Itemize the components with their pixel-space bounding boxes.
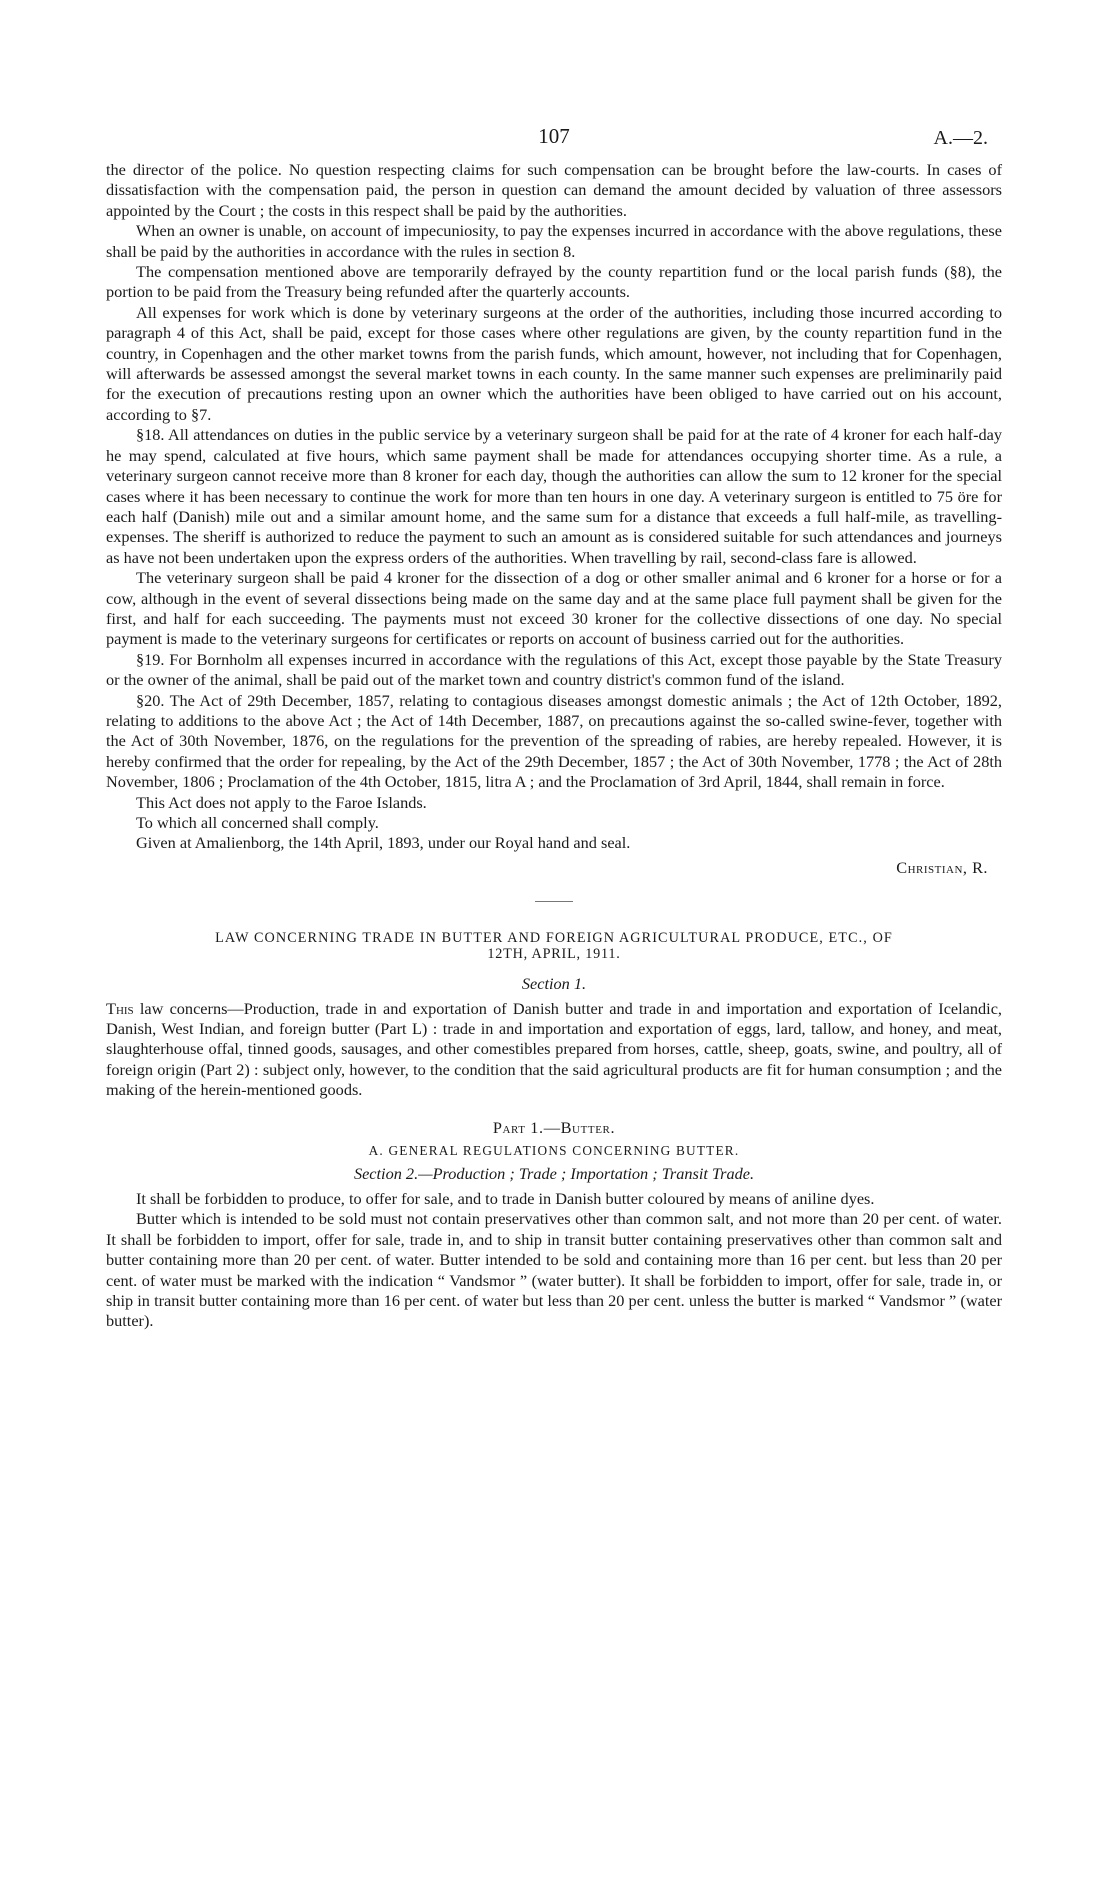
law-title-line-1: LAW CONCERNING TRADE IN BUTTER AND FOREIGN AGRICULTURAL PRODUCE, ETC., OF bbox=[215, 930, 893, 947]
document-page bbox=[106, 118, 1002, 1332]
page-number: 107 bbox=[538, 124, 570, 148]
page-header bbox=[106, 118, 1002, 160]
part-1-heading: Part 1.—Butter. bbox=[492, 1117, 616, 1137]
paragraph-section-19: §19. For Bornholm all expenses incurred in accordance with the regulations of this Act, except those payable by the State Treasury or the owner of the animal, shall be paid out of the market town and country district's common fund of the island. bbox=[106, 649, 1002, 690]
royal-signature: Christian, R. bbox=[896, 857, 988, 877]
section-1-lead-word: This bbox=[106, 998, 134, 1018]
section-1-text: law concerns—Production, trade in and exportation of Danish butter and trade in and importation and exportation of Icelandic, Danish, West Indian, and foreign butter (Part L) : trade in and importation and exportation of eggs, lard, tallow, and honey, and meat, slaughterhouse offal, tinned goods, sausages, and other comestibles prepared from horses, cattle, sheep, goats, swine, and poultry, all of foreign origin (Part 2) : subject only, however, to the condition that the said agricultural products are fit for human consumption ; and the making of the herein-mentioned goods. bbox=[106, 998, 1002, 1100]
law-title-line-2: 12TH, APRIL, 1911. bbox=[487, 946, 621, 963]
paragraph-compensation-funds: The compensation mentioned above are temporarily defrayed by the county repartition fund or the local parish funds (§8), the portion to be paid from the Treasury being refunded after the quarterly accounts. bbox=[106, 262, 1002, 302]
paragraph-veterinary-expenses: All expenses for work which is done by veterinary surgeons at the order of the authorities, including those incurred according to paragraph 4 of this Act, shall be paid, except for those cases where other regulations are given, by the county repartition fund in the country, in Copenhagen and the other market towns from the parish funds, which amount, however, not including that for Copenhagen, will afterwards be assessed amongst the several market towns in each county. In the same manner such expenses are preliminarily paid for the execution of precautions resting upon an owner which the authorities have been obliged to have carried out on his account, according to §7. bbox=[106, 302, 1002, 424]
general-regulations-heading: A. GENERAL REGULATIONS CONCERNING BUTTER. bbox=[368, 1143, 740, 1159]
section-1-heading: Section 1. bbox=[521, 974, 587, 994]
paragraph-section-18: §18. All attendances on duties in the public service by a veterinary surgeon shall be paid for at the rate of 4 kroner for each half-day he may spend, calculated at five hours, which same payment shall be made for attendances occupying shorter time. As a rule, a veterinary surgeon cannot receive more than 8 kroner for each day, though the authorities can allow the sum to 12 kroner for the special cases where it has been necessary to continue the work for more than ten hours in one day. A veterinary surgeon is entitled to 75 öre for each half (Danish) mile out and a similar amount home, and the same sum for a distance that exceeds a full half-mile, as travelling-expenses. The sheriff is authorized to reduce the payment to such an amount as is considered suitable for such attendances and journeys as have not been undertaken upon the express orders of the authorities. When travelling by rail, second-class fare is allowed. bbox=[106, 425, 1002, 567]
paragraph-section-1 bbox=[106, 999, 1002, 1101]
section-2-heading: Section 2.—Production ; Trade ; Importation ; Transit Trade. bbox=[353, 1164, 755, 1184]
paragraph-faroe-islands: This Act does not apply to the Faroe Islands. bbox=[136, 792, 427, 812]
document-reference: A.—2. bbox=[933, 127, 988, 149]
law-title bbox=[106, 930, 1002, 962]
paragraph-comply: To which all concerned shall comply. bbox=[136, 813, 379, 832]
paragraph-preservatives: Butter which is intended to be sold must not contain preservatives other than common salt, and not more than 20 per cent. of water. It shall be forbidden to import, offer for sale, trade in, and to ship in transit butter containing preservatives other than common salt and butter containing more than 20 per cent. of water. Butter intended to be sold and containing more than 16 per cent. but less than 20 per cent. of water must be marked with the indication “ Vandsmor ” (water butter). It shall be forbidden to import, offer for sale, trade in, or ship in transit butter containing more than 16 per cent. of water but less than 20 per cent. unless the butter is marked “ Vandsmor ” (water butter). bbox=[106, 1209, 1002, 1331]
paragraph-continued: the director of the police. No question respecting claims for such compensation can be brought before the law-courts. In cases of dissatisfaction with the compensation paid, the person in question can demand the amount decided by valuation of three assessors appointed by the Court ; the costs in this respect shall be paid by the authorities. bbox=[106, 160, 1002, 220]
paragraph-section-20: §20. The Act of 29th December, 1857, relating to contagious diseases amongst domestic animals ; the Act of 12th October, 1892, relating to additions to the above Act ; the Act of 14th December, 1887, on precautions against the so-called swine-fever, together with the Act of 30th November, 1876, on the regulations for the prevention of the spreading of rabies, are hereby repealed. However, it is hereby confirmed that the order for repealing, by the Act of the 29th December, 1857 ; the Act of 30th November, 1778 ; the Act of 28th November, 1806 ; Proclamation of the 4th October, 1815, litra A ; and the Proclamation of 3rd April, 1844, shall remain in force. bbox=[106, 690, 1002, 792]
paragraph-given-at: Given at Amalienborg, the 14th April, 1893, under our Royal hand and seal. bbox=[136, 833, 631, 853]
section-divider bbox=[535, 901, 573, 902]
paragraph-dissection-payment: The veterinary surgeon shall be paid 4 kroner for the dissection of a dog or other smaller animal and 6 kroner for a horse or for a cow, although in the event of several dissections being made on the same day and at the same place full payment shall be given for the first, and half for each succeeding. The payments must not exceed 30 kroner for the collective dissections of one day. No special payment is made to the veterinary surgeons for certificates or reports on account of business carried out for the authorities. bbox=[106, 568, 1002, 649]
paragraph-aniline-dyes: It shall be forbidden to produce, to offer for sale, and to trade in Danish butter coloured by means of aniline dyes. bbox=[136, 1188, 875, 1208]
paragraph-impecuniosity: When an owner is unable, on account of impecuniosity, to pay the expenses incurred in accordance with the above regulations, these shall be paid by the authorities in accordance with the rules in section 8. bbox=[106, 221, 1002, 261]
